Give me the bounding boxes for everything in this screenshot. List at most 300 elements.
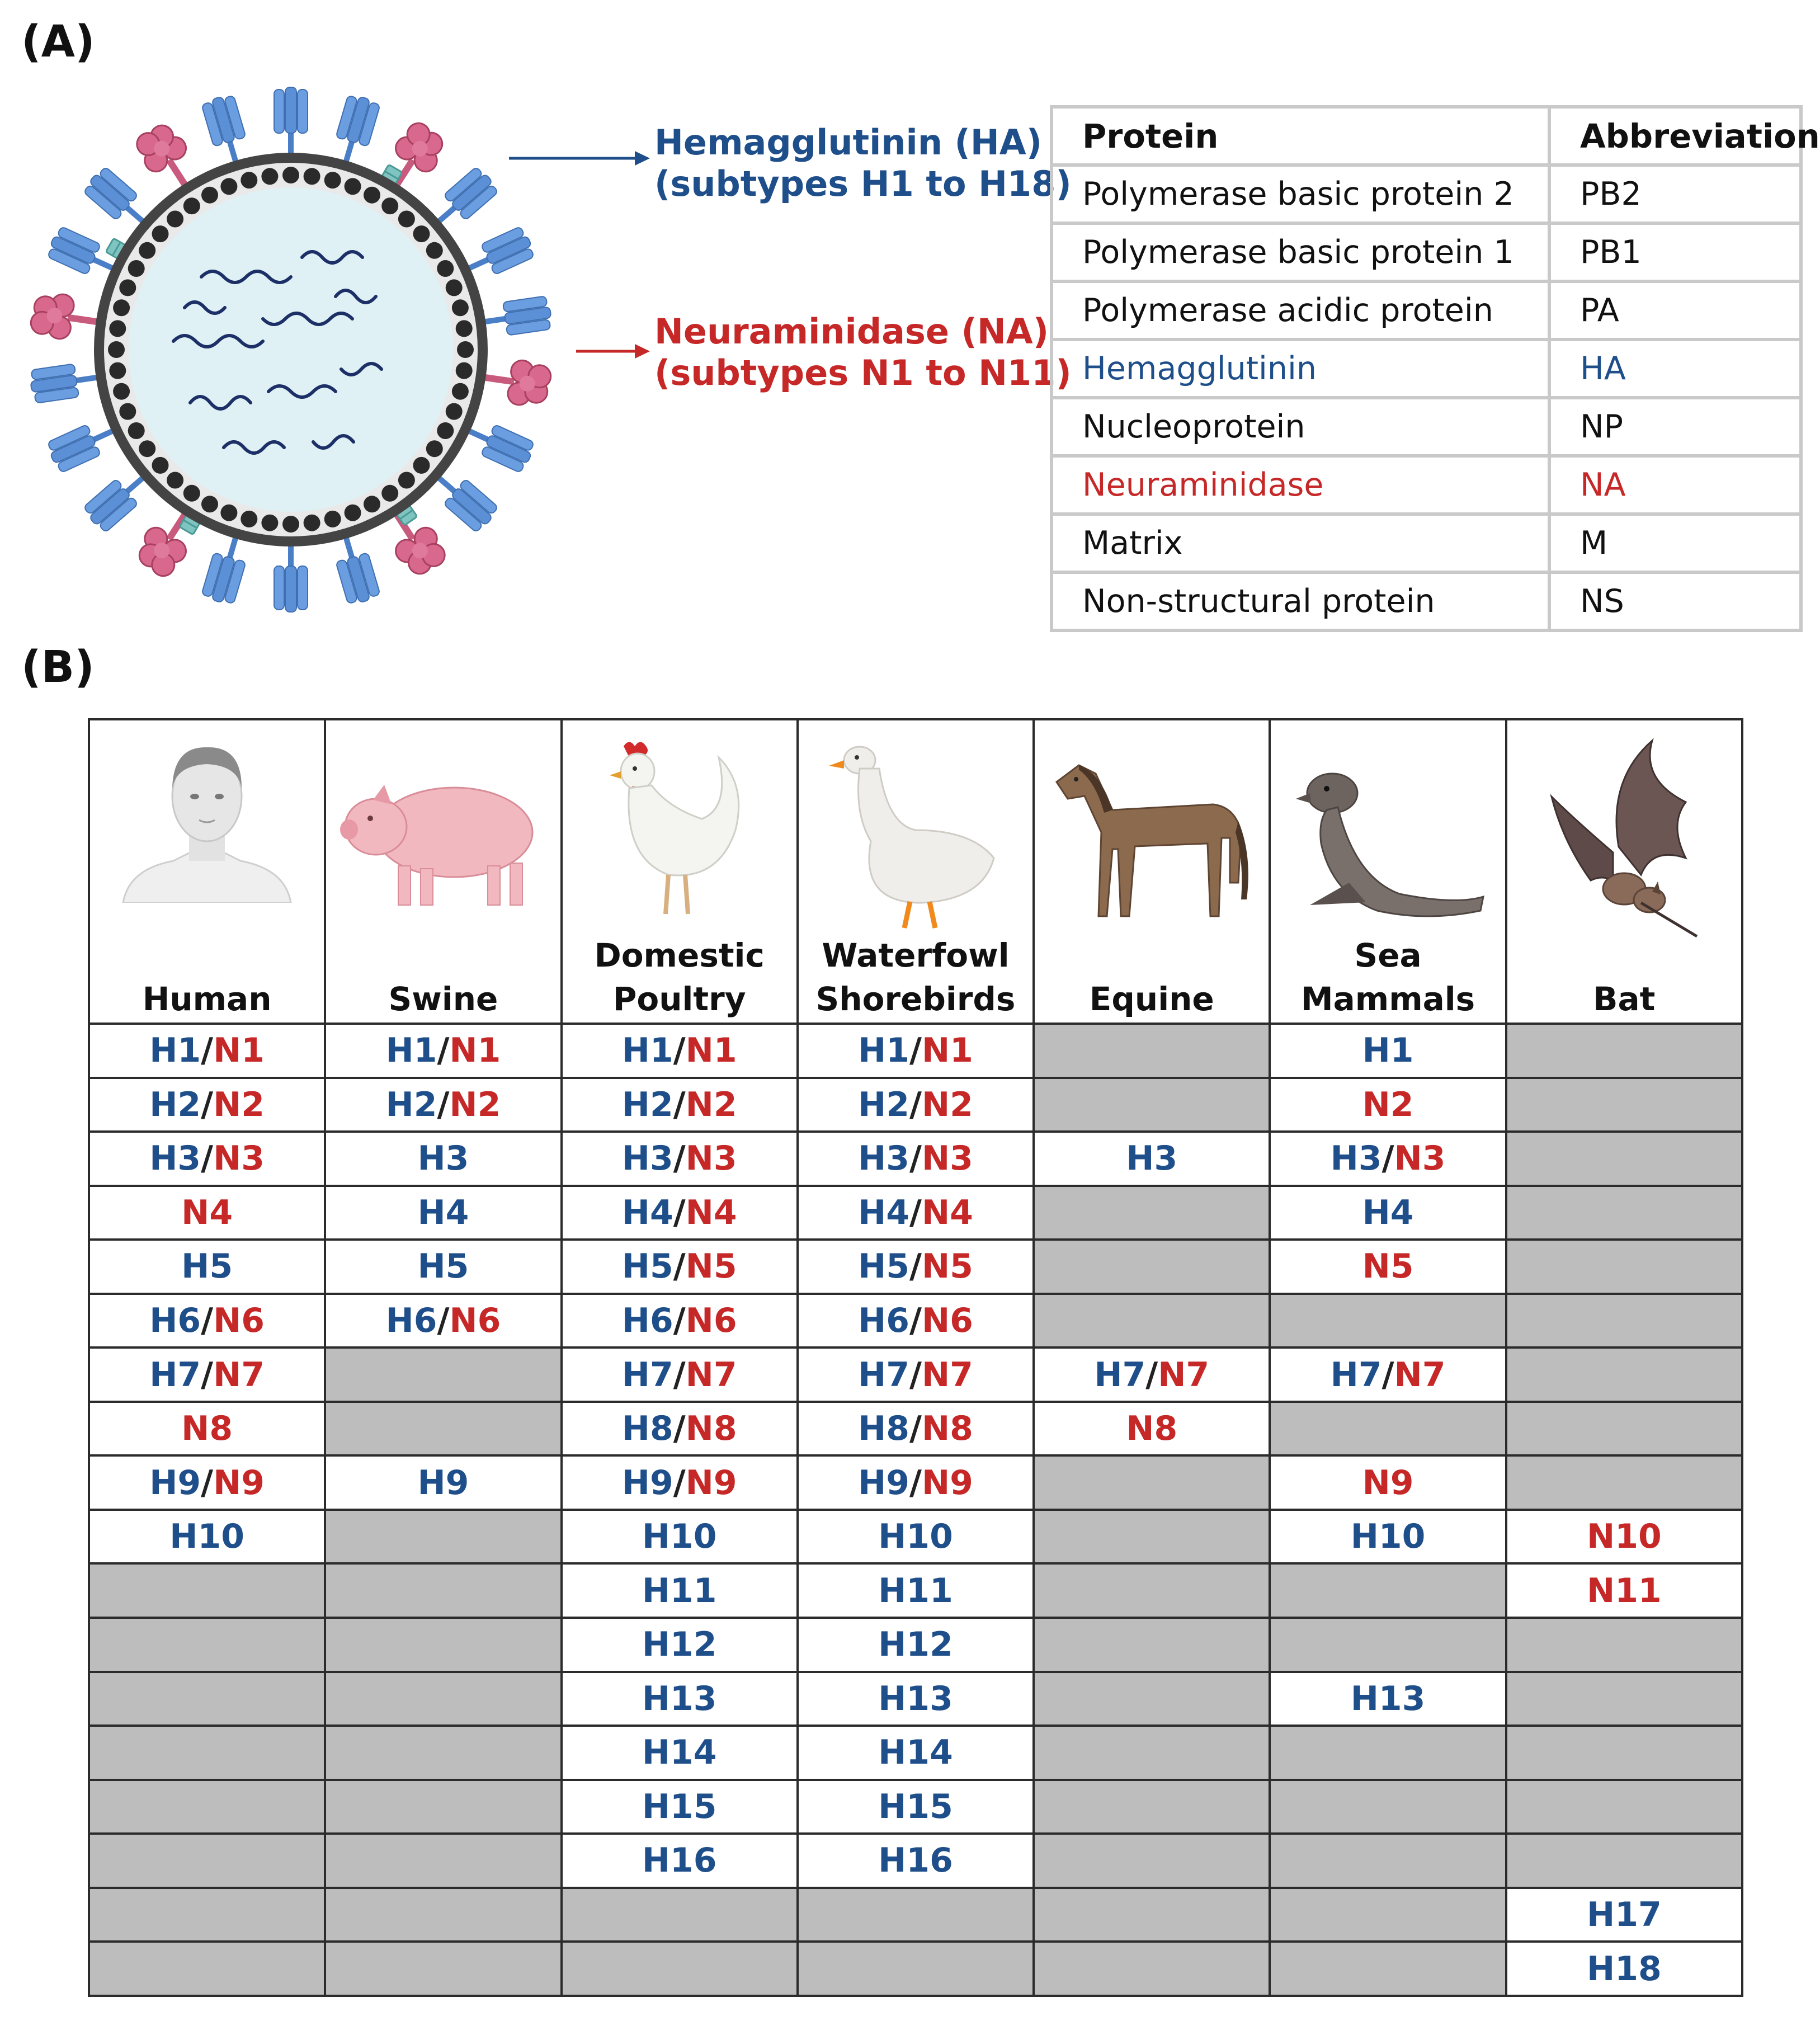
table-row [89,1402,1742,1456]
protein-row [1052,340,1801,398]
subtype-cell [325,1078,561,1132]
matrix-protein-bead [456,320,473,337]
matrix-protein-bead [413,225,430,242]
ha-subtype: H15 [642,1787,717,1826]
subtype-cell [89,1186,325,1240]
host-name: Mammals [1300,980,1475,1018]
subtype-cell [562,1834,798,1888]
na-subtype: N9 [213,1463,265,1502]
na-subtype: N8 [1126,1409,1178,1449]
subtype-separator: / [201,1355,214,1394]
matrix-protein-bead [446,279,463,296]
protein-table [1050,105,1820,632]
matrix-protein-bead [304,515,320,531]
na-subtype: N9 [1362,1463,1414,1502]
empty-cell [798,1942,1034,1996]
subtype-separator: / [673,1085,686,1124]
empty-cell [1270,1294,1506,1348]
na-subtype: N4 [921,1193,973,1232]
ha-subtype: H3 [1126,1139,1178,1179]
ha-subtype: H1 [385,1031,437,1071]
ha-subtype: H2 [858,1085,910,1124]
subtype-cell [798,1024,1034,1078]
table-row [89,1132,1742,1186]
table-row [89,1455,1742,1510]
subtype-cell [1506,1888,1742,1942]
subtype-separator: / [201,1301,214,1340]
header-protein: Protein [1052,107,1549,165]
subtype-cell [89,1402,325,1456]
matrix-protein-bead [113,383,130,400]
ha-subtype: H2 [149,1085,201,1124]
empty-cell [325,1347,561,1402]
ha-subtype: H13 [642,1679,717,1718]
ha-subtype: H9 [858,1463,910,1502]
subtype-cell [325,1294,561,1348]
ha-subtype: H9 [417,1463,469,1502]
ha-subtype: H17 [1586,1895,1662,1935]
empty-cell [1034,1563,1270,1618]
table-row [89,1726,1742,1780]
matrix-protein-bead [364,187,380,204]
table-row [89,1510,1742,1564]
hemagglutinin-spike [274,543,308,612]
na-subtype: N7 [685,1355,737,1394]
ha-subtype: H5 [621,1247,673,1287]
matrix-protein-bead [220,505,237,521]
host-header-row [89,719,1742,1024]
na-subtype: N8 [921,1409,973,1449]
subtype-cell [562,1455,798,1510]
empty-cell [325,1942,561,1996]
empty-cell [325,1618,561,1672]
subtype-cell [1270,1132,1506,1186]
subtype-cell [562,1563,798,1618]
hemagglutinin-spike [329,93,381,169]
protein-name: Non-structural protein [1052,572,1549,630]
human-icon [112,735,302,903]
subtype-separator: / [909,1355,922,1394]
ha-subtype: H10 [1350,1517,1426,1557]
protein-name: Neuraminidase [1052,456,1549,514]
subtype-cell [1270,1186,1506,1240]
subtype-cell [798,1347,1034,1402]
empty-cell [1034,1078,1270,1132]
subtype-cell [89,1455,325,1510]
empty-cell [1034,1942,1270,1996]
ha-subtype: H6 [621,1301,673,1340]
na-subtype: N7 [1394,1355,1446,1394]
empty-cell [798,1888,1034,1942]
chicken-icon [590,735,769,925]
subtype-cell [89,1294,325,1348]
subtype-cell [1034,1402,1270,1456]
matrix-protein-bead [128,260,145,277]
matrix-protein-bead [456,362,473,379]
ha-subtype: H16 [642,1841,717,1881]
empty-cell [1034,1455,1270,1510]
empty-cell [1506,1402,1742,1456]
ha-subtype: H1 [1362,1031,1414,1071]
subtype-separator: / [437,1085,450,1124]
protein-abbreviation: NP [1549,398,1801,456]
ha-subtype: H1 [621,1031,673,1071]
ha-subtype: H4 [621,1193,673,1232]
subtype-cell [798,1186,1034,1240]
goose-icon [826,735,1005,936]
subtype-cell [562,1672,798,1726]
subtype-separator: / [909,1247,922,1287]
subtype-separator: / [909,1463,922,1502]
table-row [89,1780,1742,1834]
subtype-separator: / [673,1139,686,1179]
subtype-cell [562,1024,798,1078]
empty-cell [1506,1455,1742,1510]
table-row [89,1942,1742,1996]
ha-subtype: H14 [642,1733,717,1773]
empty-cell [1034,1186,1270,1240]
callout-arrows [509,140,654,375]
table-row [89,1888,1742,1942]
na-subtype: N9 [685,1463,737,1502]
na-subtype: N4 [181,1193,233,1232]
ha-subtype: H1 [858,1031,910,1071]
subtype-cell [798,1780,1034,1834]
empty-cell [1270,1888,1506,1942]
na-subtype: N1 [921,1031,973,1071]
matrix-protein-bead [167,472,183,489]
subtype-cell [1506,1942,1742,1996]
ha-subtype: H9 [621,1463,673,1502]
ha-subtype: H2 [385,1085,437,1124]
panel-b-label: (B) [21,642,95,692]
na-subtype: N6 [685,1301,737,1340]
subtype-cell [1270,1510,1506,1564]
empty-cell [1034,1726,1270,1780]
empty-cell [1270,1402,1506,1456]
na-subtype: N2 [449,1085,501,1124]
matrix-protein-bead [381,197,398,214]
empty-cell [89,1834,325,1888]
ha-subtype: H4 [417,1193,469,1232]
na-subtype: N1 [685,1031,737,1071]
table-row [89,1672,1742,1726]
ha-subtype: H2 [621,1085,673,1124]
ha-subtype: H5 [417,1247,469,1287]
subtype-cell [798,1726,1034,1780]
ha-subtype: H6 [858,1301,910,1340]
na-subtype: N6 [213,1301,265,1340]
empty-cell [1270,1834,1506,1888]
host-header-waterfowl-shorebirds [798,719,1034,1024]
empty-cell [1270,1618,1506,1672]
protein-abbreviation: NS [1549,572,1801,630]
ha-subtype: H15 [878,1787,953,1826]
subtype-cell [798,1294,1034,1348]
ha-subtype: H8 [621,1409,673,1449]
empty-cell [1034,1888,1270,1942]
hemagglutinin-spike [329,530,381,606]
matrix-protein-bead [201,496,218,512]
ha-subtype: H13 [1350,1679,1426,1718]
ha-subtype: H5 [858,1247,910,1287]
na-callout-line1: Neuraminidase (NA) [654,311,1049,352]
host-header-human [89,719,325,1024]
matrix-protein-bead [201,187,218,204]
subtype-separator: / [201,1031,214,1071]
table-row [89,1294,1742,1348]
hemagglutinin-spike [274,87,308,157]
subtype-cell [1270,1455,1506,1510]
subtype-cell [1270,1672,1506,1726]
na-subtype: N7 [213,1355,265,1394]
subtype-cell [562,1078,798,1132]
matrix-protein-bead [183,485,200,502]
ha-subtype: H6 [149,1301,201,1340]
subtype-separator: / [1381,1355,1394,1394]
subtype-cell [798,1132,1034,1186]
matrix-protein-bead [426,440,443,457]
protein-name: Matrix [1052,514,1549,572]
host-header-domestic-poultry [562,719,798,1024]
subtype-cell [325,1186,561,1240]
host-name: Equine [1089,980,1214,1018]
ha-subtype: H12 [642,1625,717,1665]
protein-row [1052,456,1801,514]
horse-icon [1045,743,1258,933]
empty-cell [1034,1834,1270,1888]
empty-cell [1034,1618,1270,1672]
empty-cell [1506,1240,1742,1294]
subtype-cell [562,1132,798,1186]
na-subtype: N7 [921,1355,973,1394]
table-row [89,1834,1742,1888]
na-subtype: N1 [449,1031,501,1071]
na-subtype: N1 [213,1031,265,1071]
subtype-cell [562,1402,798,1456]
matrix-protein-bead [261,168,278,185]
matrix-protein-bead [381,485,398,502]
subtype-separator: / [673,1031,686,1071]
subtype-separator: / [673,1409,686,1449]
matrix-protein-bead [437,422,454,439]
ha-subtype: H3 [621,1139,673,1179]
ha-subtype: H18 [1586,1949,1662,1989]
protein-name: Nucleoprotein [1052,398,1549,456]
subtype-cell [325,1240,561,1294]
ha-subtype: H7 [149,1355,201,1394]
sea-lion-icon [1288,754,1489,933]
table-row [89,1347,1742,1402]
subtype-cell [562,1726,798,1780]
matrix-protein-bead [128,422,145,439]
subtype-separator: / [909,1301,922,1340]
empty-cell [1034,1510,1270,1564]
empty-cell [89,1780,325,1834]
empty-cell [1506,1347,1742,1402]
subtype-cell [1506,1563,1742,1618]
subtype-cell [89,1347,325,1402]
host-name: Waterfowl [822,936,1010,974]
na-callout-line2: (subtypes N1 to N11) [654,352,1072,393]
subtype-cell [325,1024,561,1078]
matrix-protein-bead [113,299,130,316]
na-subtype: N2 [685,1085,737,1124]
subtype-cell [1034,1132,1270,1186]
na-subtype: N6 [921,1301,973,1340]
table-row [89,1563,1742,1618]
matrix-protein-bead [457,341,474,358]
empty-cell [1506,1078,1742,1132]
protein-abbreviation: M [1549,514,1801,572]
subtype-separator: / [673,1301,686,1340]
matrix-protein-bead [167,211,183,228]
table-row [89,1240,1742,1294]
matrix-protein-bead [398,211,415,228]
subtype-separator: / [1145,1355,1158,1394]
protein-abbreviation: NA [1549,456,1801,514]
na-callout [654,311,1072,394]
ha-subtype: H12 [878,1625,953,1665]
empty-cell [562,1888,798,1942]
protein-row [1052,572,1801,630]
empty-cell [325,1726,561,1780]
subtype-cell [89,1510,325,1564]
protein-row [1052,165,1801,223]
empty-cell [1270,1726,1506,1780]
ha-subtype: H4 [1362,1193,1414,1232]
subtype-cell [562,1186,798,1240]
matrix-protein-bead [109,320,126,337]
host-name: Swine [388,980,498,1018]
subtype-separator: / [673,1355,686,1394]
subtype-separator: / [201,1463,214,1502]
na-subtype: N8 [685,1409,737,1449]
protein-row [1052,223,1801,281]
matrix-protein-bead [452,383,469,400]
subtype-separator: / [673,1247,686,1287]
matrix-protein-bead [437,260,454,277]
subtype-cell [1034,1347,1270,1402]
empty-cell [325,1780,561,1834]
hemagglutinin-spike [201,93,253,169]
matrix-protein-bead [364,496,380,512]
ha-subtype: H3 [149,1139,201,1179]
host-subtype-table [88,718,1743,1997]
ha-subtype: H11 [642,1571,717,1610]
subtype-cell [798,1078,1034,1132]
subtype-cell [562,1294,798,1348]
empty-cell [1034,1780,1270,1834]
protein-row [1052,514,1801,572]
subtype-separator: / [673,1193,686,1232]
host-name: Poultry [612,980,746,1018]
empty-cell [1506,1672,1742,1726]
subtype-cell [798,1240,1034,1294]
matrix-protein-bead [398,472,415,489]
protein-name: Polymerase basic protein 1 [1052,223,1549,281]
subtype-separator: / [909,1193,922,1232]
empty-cell [1506,1834,1742,1888]
empty-cell [1034,1240,1270,1294]
empty-cell [1270,1563,1506,1618]
empty-cell [325,1402,561,1456]
subtype-cell [1270,1240,1506,1294]
na-subtype: N11 [1586,1571,1662,1610]
ha-subtype: H10 [169,1517,244,1557]
subtype-separator: / [673,1463,686,1502]
ha-subtype: H3 [1330,1139,1382,1179]
empty-cell [562,1942,798,1996]
host-name: Shorebirds [815,980,1016,1018]
ha-subtype: H3 [858,1139,910,1179]
ha-subtype: H10 [642,1517,717,1557]
matrix-protein-bead [119,279,136,296]
ha-callout [654,122,1072,205]
host-header-swine [325,719,561,1024]
pig-icon [337,765,549,911]
matrix-protein-bead [345,505,361,521]
ha-subtype: H7 [858,1355,910,1394]
subtype-separator: / [1381,1139,1394,1179]
empty-cell [89,1563,325,1618]
host-name: Human [142,980,272,1018]
matrix-protein-bead [139,242,155,259]
na-subtype: N4 [685,1193,737,1232]
empty-cell [89,1726,325,1780]
subtype-cell [89,1240,325,1294]
table-row [89,1024,1742,1078]
subtype-cell [325,1455,561,1510]
protein-abbreviation: PA [1549,281,1801,340]
protein-row [1052,398,1801,456]
ha-subtype: H1 [149,1031,201,1071]
table-row [89,1618,1742,1672]
protein-abbreviation: PB1 [1549,223,1801,281]
ha-callout-line2: (subtypes H1 to H18) [654,163,1072,204]
protein-name: Hemagglutinin [1052,340,1549,398]
subtype-cell [562,1618,798,1672]
subtype-separator: / [201,1139,214,1179]
subtype-cell [89,1132,325,1186]
ha-subtype: H10 [878,1517,953,1557]
na-subtype: N5 [685,1247,737,1287]
ha-subtype: H6 [385,1301,437,1340]
na-subtype: N2 [213,1085,265,1124]
na-subtype: N2 [1362,1085,1414,1124]
na-subtype: N7 [1158,1355,1210,1394]
matrix-protein-bead [324,511,341,527]
matrix-protein-bead [152,225,169,242]
protein-name: Polymerase acidic protein [1052,281,1549,340]
table-row [89,1078,1742,1132]
matrix-protein-bead [282,516,299,533]
hemagglutinin-spike [201,530,253,606]
na-subtype: N3 [1394,1139,1446,1179]
subtype-separator: / [201,1085,214,1124]
matrix-protein-bead [282,167,299,183]
subtype-separator: / [437,1301,450,1340]
empty-cell [1506,1294,1742,1348]
empty-cell [1506,1024,1742,1078]
empty-cell [1270,1942,1506,1996]
matrix-protein-bead [413,457,430,474]
empty-cell [1506,1780,1742,1834]
subtype-cell [798,1455,1034,1510]
subtype-cell [798,1402,1034,1456]
panel-a-label: (A) [21,17,95,67]
ha-callout-line1: Hemagglutinin (HA) [654,122,1043,163]
